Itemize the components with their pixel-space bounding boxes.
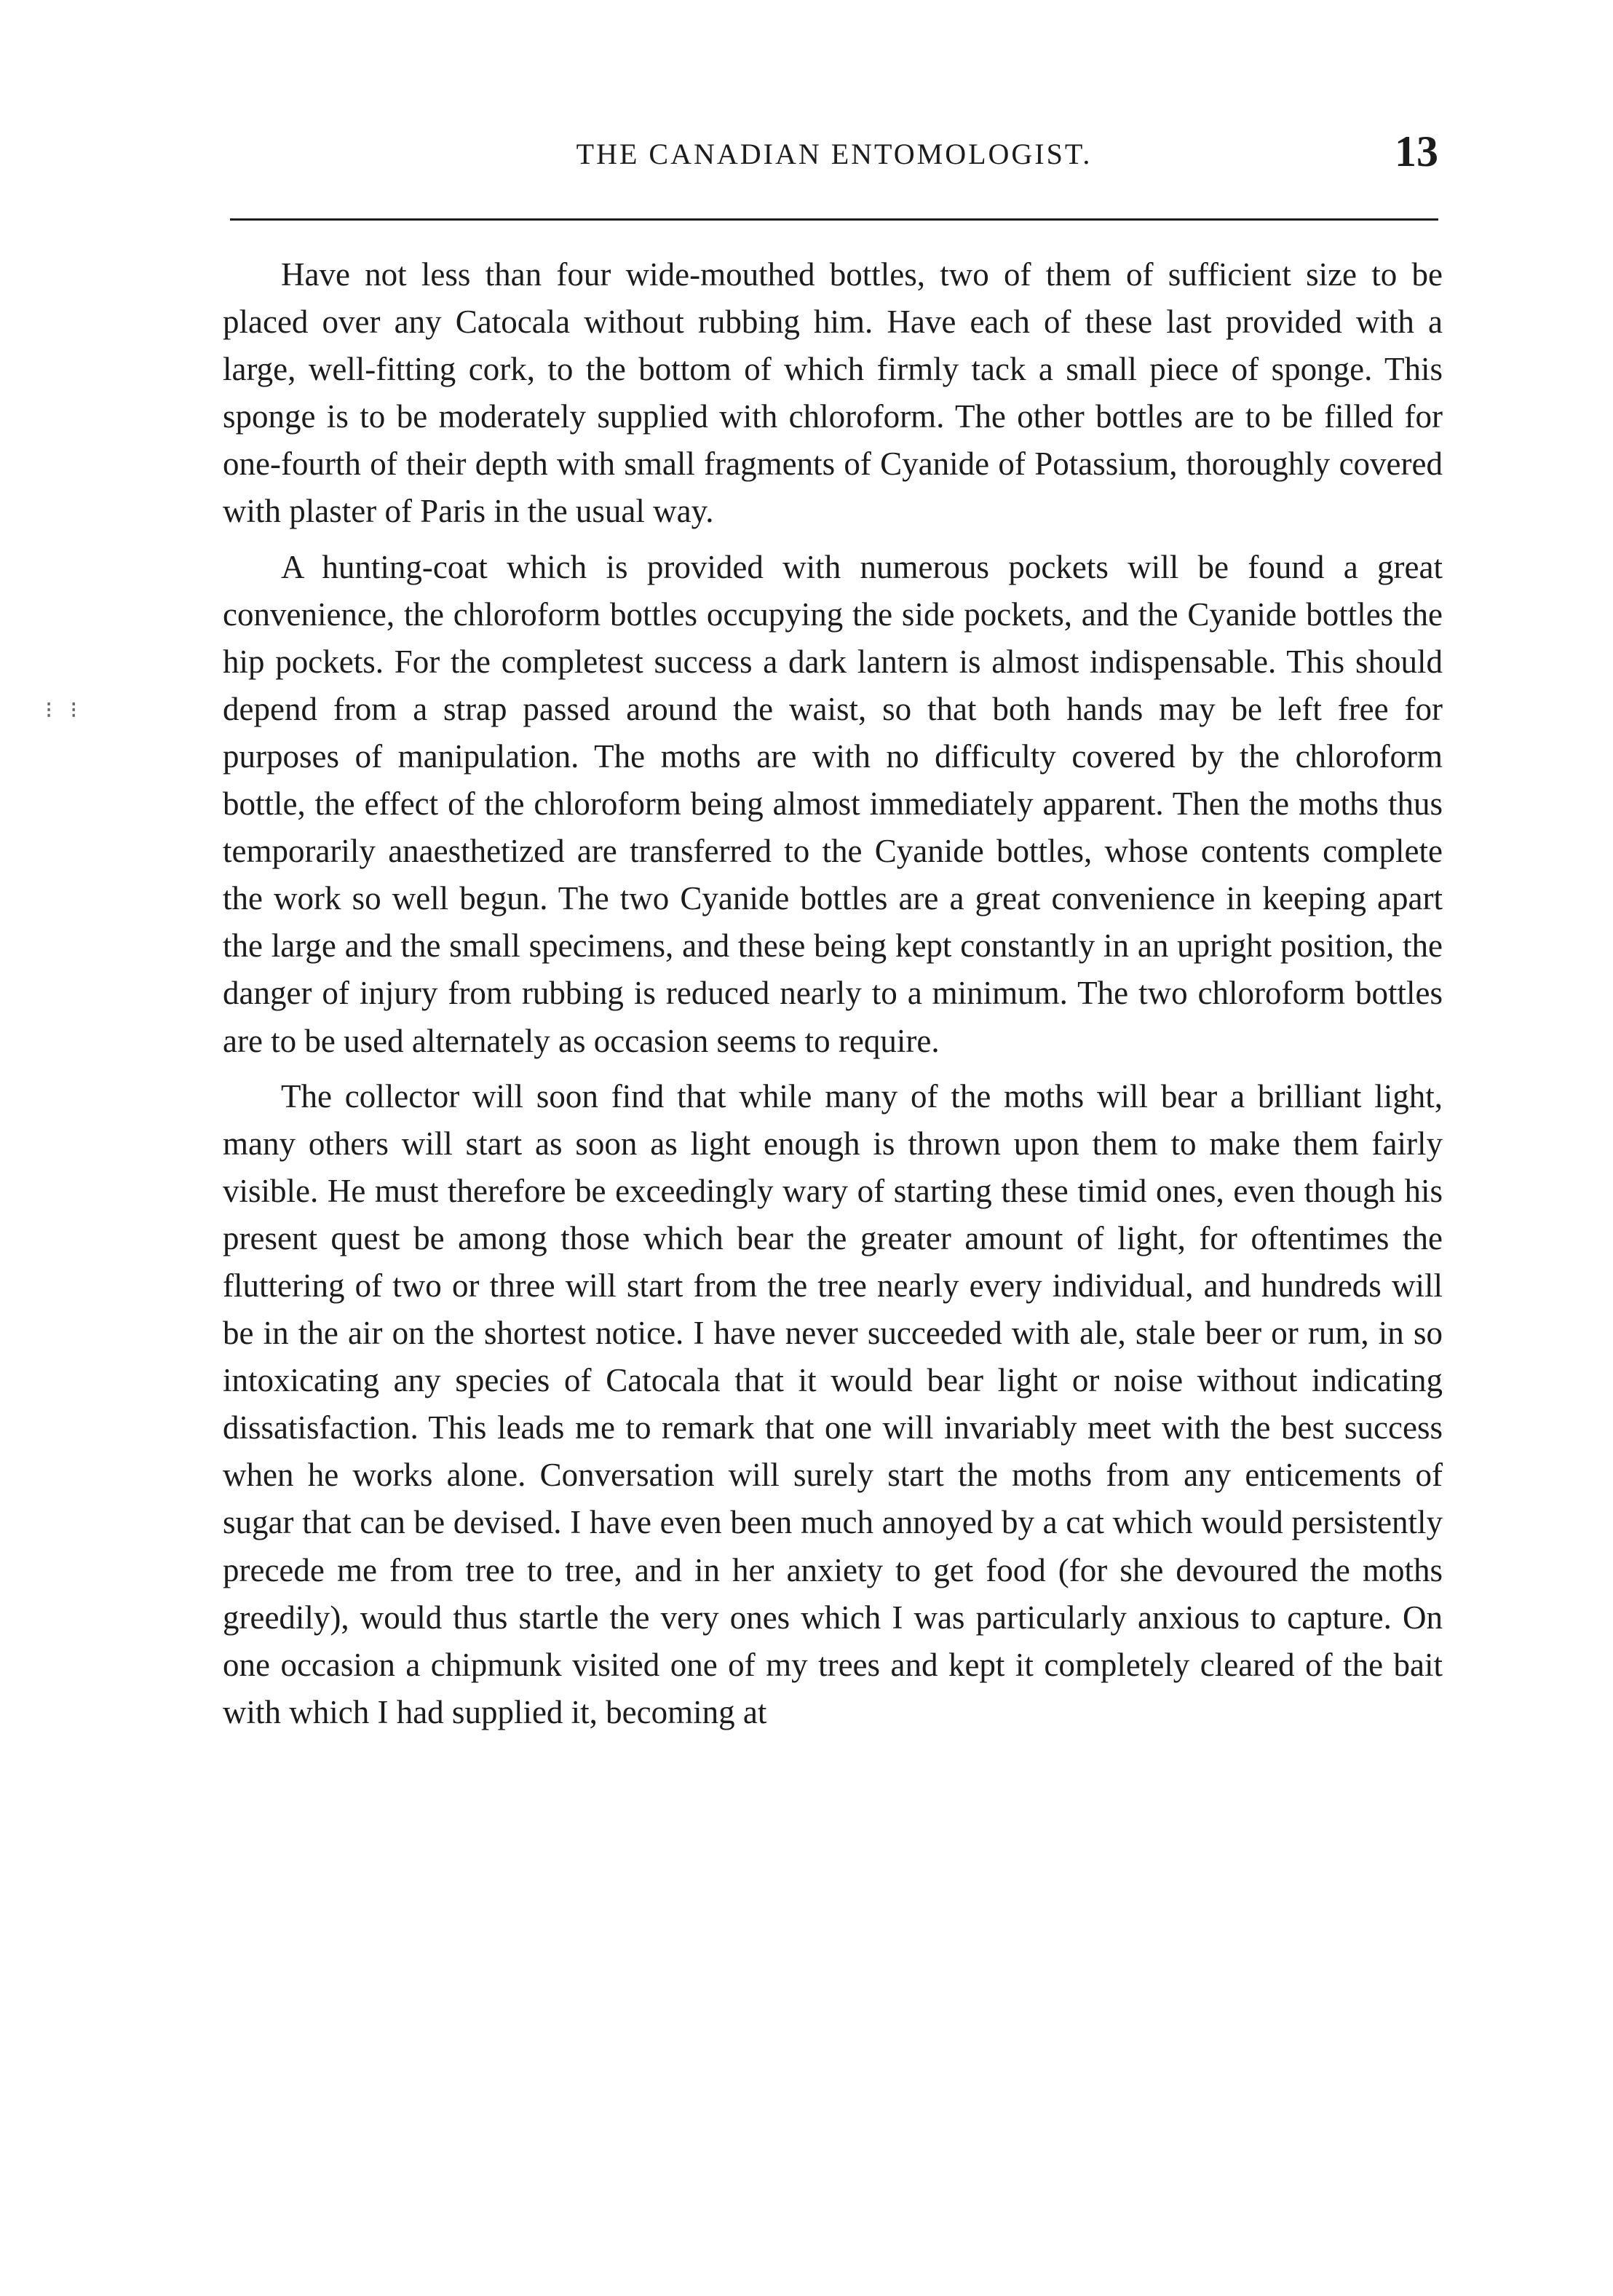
- paragraph-collector: The collector will soon find that while many of the moths will bear a brilliant light, many others will start as soon as light enough is thrown upon them to make them fairly visible. He must therefore be exceedingly wary of starting these timid ones, even though his present quest be among those which bear the greater amount of light, for oftentimes the fluttering of two or three will start from the tree nearly every individual, and hundreds will be in the air on the shortest notice. I have never succeeded with ale, stale beer or rum, in so intoxicating any species of Catocala that it would bear light or noise without indicating dissatisfaction. This leads me to remark that one will invariably meet with the best success when he works alone. Conversation will surely start the moths from any enticements of sugar that can be devised. I have even been much annoyed by a cat which would persistently precede me from tree to tree, and in her anxiety to get food (for she devoured the moths greedily), would thus startle the very ones which I was particularly anxious to capture. On one occasion a chipmunk visited one of my trees and kept it completely cleared of the bait with which I had supplied it, becoming at: [223, 1077, 1443, 1730]
- journal-title: THE CANADIAN ENTOMOLOGIST.: [576, 138, 1093, 170]
- page-number: 13: [1395, 127, 1438, 175]
- margin-mark: ⁝ ⁝: [45, 697, 84, 723]
- paragraph-hunting-coat: A hunting-coat which is provided with numerous pockets will be found a great convenience, the chloroform bottles occupying the side pockets, and the Cyanide bottles the hip pockets. For the completest success a dark lantern is almost indispensable. This should depend from a strap passed around the waist, so that both hands may be left free for purposes of manipulation. The moths are with no difficulty covered by the chloroform bottle, the effect of the chloroform being almost immediately apparent. Then the moths thus temporarily anaesthetized are transferred to the Cyanide bottles, whose contents complete the work so well begun. The two Cyanide bottles are a great convenience in keeping apart the large and the small specimens, and these being kept constantly in an upright position, the danger of injury from rubbing is reduced nearly to a minimum. The two chloroform bottles are to be used alternately as occasion seems to require.: [223, 548, 1443, 1059]
- header-rule: [230, 218, 1438, 221]
- article-body: [223, 251, 1443, 1744]
- paragraph-bottles: Have not less than four wide-mouthed bottles, two of them of sufficient size to be placed over any Catocala without rubbing him. Have each of these last provided with a large, well-fitting cork, to the bottom of which firmly tack a small piece of sponge. This sponge is to be moderately supplied with chloroform. The other bottles are to be filled for one-fourth of their depth with small fragments of Cyanide of Potassium, thoroughly covered with plaster of Paris in the usual way.: [223, 256, 1443, 530]
- running-head: [230, 124, 1438, 182]
